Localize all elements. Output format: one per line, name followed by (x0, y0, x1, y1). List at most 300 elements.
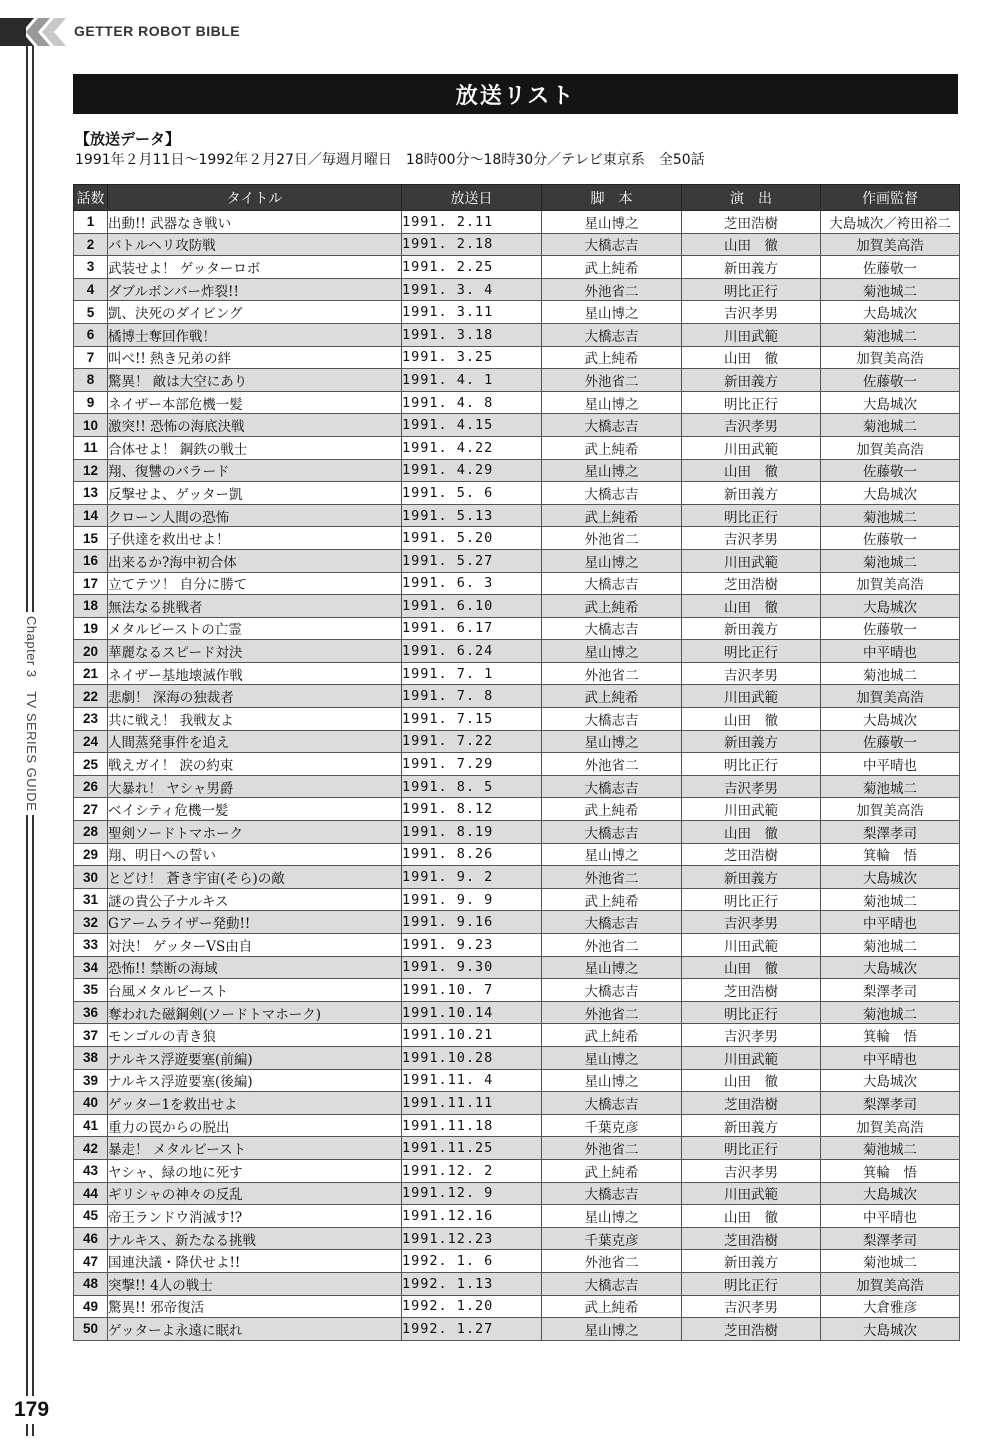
episode-number: 23 (74, 708, 108, 731)
episode-director: 山田 徹 (682, 1069, 821, 1092)
table-row (74, 1295, 960, 1318)
script-writer: 武上純希 (542, 1295, 682, 1318)
episode-title: 恐怖!! 禁断の海域 (108, 956, 402, 979)
animation-director: 大島城次 (821, 1182, 960, 1205)
episode-title: 凱、決死のダイビング (108, 301, 402, 324)
episode-number: 17 (74, 572, 108, 595)
episode-number: 30 (74, 866, 108, 889)
air-date: 1991.10. 7 (402, 979, 542, 1002)
air-date: 1991. 3.11 (402, 301, 542, 324)
animation-director: 大島城次／袴田裕二 (821, 211, 960, 234)
header-director: 演 出 (682, 185, 821, 211)
table-row (74, 662, 960, 685)
table-row (74, 708, 960, 731)
episode-director: 明比正行 (682, 1137, 821, 1160)
animation-director: 大島城次 (821, 482, 960, 505)
table-row (74, 1159, 960, 1182)
animation-director: 大島城次 (821, 1318, 960, 1341)
episode-director: 山田 徹 (682, 595, 821, 618)
air-date: 1991.10.14 (402, 1001, 542, 1024)
table-row (74, 346, 960, 369)
episode-number: 33 (74, 934, 108, 957)
episode-title: ゲッター1を救出せよ (108, 1092, 402, 1115)
air-date: 1991.12. 9 (402, 1182, 542, 1205)
animation-director: 大島城次 (821, 1069, 960, 1092)
script-writer: 外池省二 (542, 527, 682, 550)
air-date: 1991. 6. 3 (402, 572, 542, 595)
episode-number: 25 (74, 753, 108, 776)
episode-title: 台風メタルビースト (108, 979, 402, 1002)
episode-title: 大暴れ！ ヤシャ男爵 (108, 775, 402, 798)
episode-title: 出動!! 武器なき戦い (108, 211, 402, 234)
episode-title: 橘博士奪回作戦！ (108, 323, 402, 346)
episode-title: 重力の罠からの脱出 (108, 1114, 402, 1137)
episode-director: 芝田浩樹 (682, 572, 821, 595)
episode-number: 19 (74, 617, 108, 640)
table-row (74, 436, 960, 459)
air-date: 1992. 1.13 (402, 1272, 542, 1295)
table-row (74, 979, 960, 1002)
episode-director: 川田武範 (682, 323, 821, 346)
episode-title: 人間蒸発事件を追え (108, 730, 402, 753)
episode-title: クローン人間の恐怖 (108, 504, 402, 527)
script-writer: 星山博之 (542, 211, 682, 234)
animation-director: 大島城次 (821, 866, 960, 889)
animation-director: 菊池城二 (821, 662, 960, 685)
table-row (74, 1250, 960, 1273)
episode-number: 10 (74, 414, 108, 437)
air-date: 1991.10.28 (402, 1046, 542, 1069)
episode-number: 2 (74, 233, 108, 256)
episode-number: 43 (74, 1159, 108, 1182)
table-row (74, 956, 960, 979)
animation-director: 加賀美高浩 (821, 436, 960, 459)
episode-number: 4 (74, 278, 108, 301)
table-row (74, 482, 960, 505)
table-row (74, 821, 960, 844)
episode-title: 謎の貴公子ナルキス (108, 888, 402, 911)
episode-director: 吉沢孝男 (682, 414, 821, 437)
script-writer: 外池省二 (542, 662, 682, 685)
episode-director: 芝田浩樹 (682, 1092, 821, 1115)
script-writer: 星山博之 (542, 391, 682, 414)
air-date: 1991. 9.16 (402, 911, 542, 934)
animation-director: 大島城次 (821, 708, 960, 731)
script-writer: 大橋志吉 (542, 482, 682, 505)
script-writer: 外池省二 (542, 753, 682, 776)
episode-director: 新田義方 (682, 1114, 821, 1137)
episode-title: Gアームライザー発動!! (108, 911, 402, 934)
episode-director: 山田 徹 (682, 459, 821, 482)
script-writer: 大橋志吉 (542, 233, 682, 256)
episode-number: 21 (74, 662, 108, 685)
animation-director: 中平晴也 (821, 640, 960, 663)
script-writer: 大橋志吉 (542, 775, 682, 798)
table-row (74, 1318, 960, 1341)
animation-director: 梨澤孝司 (821, 821, 960, 844)
episode-director: 山田 徹 (682, 1205, 821, 1228)
script-writer: 星山博之 (542, 301, 682, 324)
animation-director: 加賀美高浩 (821, 685, 960, 708)
episode-number: 40 (74, 1092, 108, 1115)
air-date: 1991. 4. 1 (402, 369, 542, 392)
table-row (74, 1069, 960, 1092)
air-date: 1991. 2.25 (402, 256, 542, 279)
episode-number: 24 (74, 730, 108, 753)
air-date: 1991. 7. 8 (402, 685, 542, 708)
episode-director: 新田義方 (682, 482, 821, 505)
animation-director: 梨澤孝司 (821, 1092, 960, 1115)
episode-director: 川田武範 (682, 685, 821, 708)
air-date: 1991. 6.17 (402, 617, 542, 640)
table-row (74, 1272, 960, 1295)
episode-title: 戦えガイ！ 涙の約束 (108, 753, 402, 776)
script-writer: 星山博之 (542, 1069, 682, 1092)
episode-title: ベイシティ危機一髪 (108, 798, 402, 821)
animation-director: 箕輪 悟 (821, 843, 960, 866)
table-row (74, 278, 960, 301)
air-date: 1991.12.23 (402, 1227, 542, 1250)
episode-number: 35 (74, 979, 108, 1002)
script-writer: 武上純希 (542, 1024, 682, 1047)
air-date: 1991. 8.12 (402, 798, 542, 821)
script-writer: 大橋志吉 (542, 1182, 682, 1205)
episode-title: 国連決議・降伏せよ!! (108, 1250, 402, 1273)
header-animation-director: 作画監督 (821, 185, 960, 211)
script-writer: 星山博之 (542, 843, 682, 866)
episode-title: 奪われた磁鋼剣(ソードトマホーク) (108, 1001, 402, 1024)
episode-director: 吉沢孝男 (682, 911, 821, 934)
episode-number: 50 (74, 1318, 108, 1341)
script-writer: 外池省二 (542, 866, 682, 889)
air-date: 1991. 8.26 (402, 843, 542, 866)
script-writer: 大橋志吉 (542, 414, 682, 437)
script-writer: 武上純希 (542, 1159, 682, 1182)
episode-title: 翔、復讐のバラード (108, 459, 402, 482)
episode-number: 18 (74, 595, 108, 618)
episode-title: ナルキス浮遊要塞(前編) (108, 1046, 402, 1069)
animation-director: 箕輪 悟 (821, 1024, 960, 1047)
episode-title: 無法なる挑戦者 (108, 595, 402, 618)
script-writer: 大橋志吉 (542, 979, 682, 1002)
air-date: 1991.11.25 (402, 1137, 542, 1160)
episode-number: 47 (74, 1250, 108, 1273)
air-date: 1992. 1. 6 (402, 1250, 542, 1273)
episode-title: 子供達を救出せよ！ (108, 527, 402, 550)
animation-director: 中平晴也 (821, 1205, 960, 1228)
table-row (74, 527, 960, 550)
script-writer: 武上純希 (542, 685, 682, 708)
episode-title: ナルキス、新たなる挑戦 (108, 1227, 402, 1250)
episode-table (73, 184, 960, 1341)
episode-title: メタルビーストの亡霊 (108, 617, 402, 640)
episode-title: 帝王ランドウ消滅す!? (108, 1205, 402, 1228)
episode-title: 翔、明日への誓い (108, 843, 402, 866)
table-row (74, 595, 960, 618)
book-header (0, 18, 290, 46)
air-date: 1991. 7.29 (402, 753, 542, 776)
air-date: 1991. 2.18 (402, 233, 542, 256)
header-air-date: 放送日 (402, 185, 542, 211)
script-writer: 星山博之 (542, 1318, 682, 1341)
episode-director: 芝田浩樹 (682, 211, 821, 234)
table-row (74, 753, 960, 776)
script-writer: 星山博之 (542, 730, 682, 753)
episode-director: 芝田浩樹 (682, 1318, 821, 1341)
animation-director: 加賀美高浩 (821, 572, 960, 595)
air-date: 1991. 7.15 (402, 708, 542, 731)
animation-director: 菊池城二 (821, 414, 960, 437)
episode-title: 驚異!! 邪帝復活 (108, 1295, 402, 1318)
chapter-side-label: Chapter 3 TV SERIES GUIDE (22, 612, 41, 815)
episode-director: 芝田浩樹 (682, 1227, 821, 1250)
episode-title: ナルキス浮遊要塞(後編) (108, 1069, 402, 1092)
script-writer: 星山博之 (542, 459, 682, 482)
script-writer: 大橋志吉 (542, 708, 682, 731)
episode-title: ネイザー基地壊滅作戦 (108, 662, 402, 685)
script-writer: 外池省二 (542, 369, 682, 392)
air-date: 1991. 2.11 (402, 211, 542, 234)
animation-director: 大島城次 (821, 301, 960, 324)
episode-title: 華麗なるスピード対決 (108, 640, 402, 663)
script-writer: 大橋志吉 (542, 323, 682, 346)
episode-number: 32 (74, 911, 108, 934)
episode-number: 34 (74, 956, 108, 979)
table-row (74, 775, 960, 798)
script-writer: 大橋志吉 (542, 572, 682, 595)
table-row (74, 1092, 960, 1115)
animation-director: 菊池城二 (821, 1001, 960, 1024)
table-row (74, 843, 960, 866)
episode-number: 15 (74, 527, 108, 550)
episode-number: 46 (74, 1227, 108, 1250)
animation-director: 中平晴也 (821, 911, 960, 934)
episode-director: 吉沢孝男 (682, 662, 821, 685)
air-date: 1991. 7. 1 (402, 662, 542, 685)
episode-title: 悲劇！ 深海の独裁者 (108, 685, 402, 708)
episode-number: 48 (74, 1272, 108, 1295)
episode-number: 16 (74, 549, 108, 572)
episode-number: 41 (74, 1114, 108, 1137)
air-date: 1991. 9.30 (402, 956, 542, 979)
air-date: 1991.11.11 (402, 1092, 542, 1115)
script-writer: 外池省二 (542, 1137, 682, 1160)
animation-director: 佐藤敬一 (821, 730, 960, 753)
air-date: 1991. 3.18 (402, 323, 542, 346)
table-row (74, 1046, 960, 1069)
episode-number: 12 (74, 459, 108, 482)
air-date: 1991. 8. 5 (402, 775, 542, 798)
episode-number: 20 (74, 640, 108, 663)
script-writer: 千葉克彦 (542, 1114, 682, 1137)
episode-number: 22 (74, 685, 108, 708)
episode-title: 叫べ!! 熱き兄弟の絆 (108, 346, 402, 369)
episode-director: 芝田浩樹 (682, 979, 821, 1002)
header-script: 脚 本 (542, 185, 682, 211)
episode-director: 山田 徹 (682, 233, 821, 256)
table-row (74, 730, 960, 753)
table-row (74, 866, 960, 889)
script-writer: 大橋志吉 (542, 911, 682, 934)
episode-director: 新田義方 (682, 369, 821, 392)
table-row (74, 414, 960, 437)
episode-director: 明比正行 (682, 1272, 821, 1295)
episode-director: 山田 徹 (682, 821, 821, 844)
episode-director: 新田義方 (682, 256, 821, 279)
book-title: GETTER ROBOT BIBLE (74, 23, 241, 39)
animation-director: 梨澤孝司 (821, 979, 960, 1002)
animation-director: 菊池城二 (821, 549, 960, 572)
episode-director: 明比正行 (682, 888, 821, 911)
episode-title: モンゴルの青き狼 (108, 1024, 402, 1047)
episode-title: 反撃せよ、ゲッター凱 (108, 482, 402, 505)
animation-director: 梨澤孝司 (821, 1227, 960, 1250)
header-episode-no: 話数 (74, 185, 108, 211)
script-writer: 武上純希 (542, 888, 682, 911)
episode-director: 新田義方 (682, 1250, 821, 1273)
table-row (74, 301, 960, 324)
table-row (74, 685, 960, 708)
episode-title: ゲッターよ永遠に眠れ (108, 1318, 402, 1341)
air-date: 1992. 1.27 (402, 1318, 542, 1341)
table-row (74, 1137, 960, 1160)
animation-director: 菊池城二 (821, 775, 960, 798)
air-date: 1991. 5.13 (402, 504, 542, 527)
episode-director: 川田武範 (682, 1046, 821, 1069)
episode-title: 激突!! 恐怖の海底決戦 (108, 414, 402, 437)
script-writer: 武上純希 (542, 798, 682, 821)
table-row (74, 888, 960, 911)
episode-director: 吉沢孝男 (682, 1159, 821, 1182)
table-row (74, 391, 960, 414)
animation-director: 佐藤敬一 (821, 527, 960, 550)
table-row (74, 1024, 960, 1047)
air-date: 1991.12.16 (402, 1205, 542, 1228)
episode-director: 山田 徹 (682, 956, 821, 979)
air-date: 1991. 5.27 (402, 549, 542, 572)
episode-number: 5 (74, 301, 108, 324)
script-writer: 武上純希 (542, 436, 682, 459)
episode-director: 明比正行 (682, 753, 821, 776)
animation-director: 佐藤敬一 (821, 617, 960, 640)
animation-director: 加賀美高浩 (821, 798, 960, 821)
table-row (74, 1205, 960, 1228)
episode-number: 14 (74, 504, 108, 527)
table-row (74, 549, 960, 572)
episode-number: 39 (74, 1069, 108, 1092)
air-date: 1991. 5. 6 (402, 482, 542, 505)
air-date: 1991. 9. 9 (402, 888, 542, 911)
broadcast-data-heading: 【放送データ】 (75, 130, 181, 148)
animation-director: 菊池城二 (821, 504, 960, 527)
animation-director: 大島城次 (821, 391, 960, 414)
animation-director: 中平晴也 (821, 753, 960, 776)
episode-number: 13 (74, 482, 108, 505)
table-row (74, 233, 960, 256)
animation-director: 加賀美高浩 (821, 346, 960, 369)
table-row (74, 504, 960, 527)
script-writer: 武上純希 (542, 595, 682, 618)
page-number: 179 (14, 1396, 49, 1424)
animation-director: 菊池城二 (821, 888, 960, 911)
air-date: 1991.11.18 (402, 1114, 542, 1137)
episode-director: 明比正行 (682, 640, 821, 663)
script-writer: 星山博之 (542, 1205, 682, 1228)
episode-title: 驚異！ 敵は大空にあり (108, 369, 402, 392)
script-writer: 武上純希 (542, 346, 682, 369)
episode-director: 川田武範 (682, 436, 821, 459)
episode-director: 吉沢孝男 (682, 301, 821, 324)
table-row (74, 640, 960, 663)
air-date: 1991.11. 4 (402, 1069, 542, 1092)
air-date: 1991. 4.22 (402, 436, 542, 459)
table-row (74, 1001, 960, 1024)
animation-director: 加賀美高浩 (821, 1114, 960, 1137)
episode-title: ダブルボンバー炸裂!! (108, 278, 402, 301)
table-row (74, 1114, 960, 1137)
air-date: 1991. 4.29 (402, 459, 542, 482)
animation-director: 箕輪 悟 (821, 1159, 960, 1182)
air-date: 1991. 4.15 (402, 414, 542, 437)
animation-director: 菊池城二 (821, 323, 960, 346)
episode-title: 共に戦え！ 我戦友よ (108, 708, 402, 731)
episode-title: ギリシャの神々の反乱 (108, 1182, 402, 1205)
script-writer: 大橋志吉 (542, 1272, 682, 1295)
air-date: 1991. 4. 8 (402, 391, 542, 414)
episode-number: 28 (74, 821, 108, 844)
episode-number: 3 (74, 256, 108, 279)
table-row (74, 211, 960, 234)
episode-title: 対決！ ゲッターVS由自 (108, 934, 402, 957)
air-date: 1991.10.21 (402, 1024, 542, 1047)
animation-director: 菊池城二 (821, 1137, 960, 1160)
episode-number: 27 (74, 798, 108, 821)
episode-director: 新田義方 (682, 866, 821, 889)
episode-director: 芝田浩樹 (682, 843, 821, 866)
episode-director: 吉沢孝男 (682, 1024, 821, 1047)
episode-director: 明比正行 (682, 278, 821, 301)
animation-director: 佐藤敬一 (821, 459, 960, 482)
script-writer: 外池省二 (542, 1001, 682, 1024)
animation-director: 加賀美高浩 (821, 1272, 960, 1295)
episode-director: 新田義方 (682, 730, 821, 753)
script-writer: 大橋志吉 (542, 617, 682, 640)
script-writer: 星山博之 (542, 640, 682, 663)
episode-number: 9 (74, 391, 108, 414)
episode-number: 11 (74, 436, 108, 459)
episode-director: 川田武範 (682, 934, 821, 957)
air-date: 1992. 1.20 (402, 1295, 542, 1318)
episode-title: ヤシャ、緑の地に死す (108, 1159, 402, 1182)
episode-director: 川田武範 (682, 1182, 821, 1205)
script-writer: 武上純希 (542, 504, 682, 527)
episode-director: 明比正行 (682, 504, 821, 527)
episode-number: 8 (74, 369, 108, 392)
episode-director: 明比正行 (682, 391, 821, 414)
episode-title: とどけ！ 蒼き宇宙(そら)の敵 (108, 866, 402, 889)
air-date: 1991. 9. 2 (402, 866, 542, 889)
table-header-row (74, 185, 960, 211)
table-row (74, 572, 960, 595)
episode-title: バトルヘリ攻防戦 (108, 233, 402, 256)
table-row (74, 1182, 960, 1205)
script-writer: 星山博之 (542, 956, 682, 979)
animation-director: 佐藤敬一 (821, 369, 960, 392)
episode-title: 合体せよ！ 鋼鉄の戦士 (108, 436, 402, 459)
episode-director: 吉沢孝男 (682, 775, 821, 798)
episode-number: 37 (74, 1024, 108, 1047)
episode-number: 45 (74, 1205, 108, 1228)
